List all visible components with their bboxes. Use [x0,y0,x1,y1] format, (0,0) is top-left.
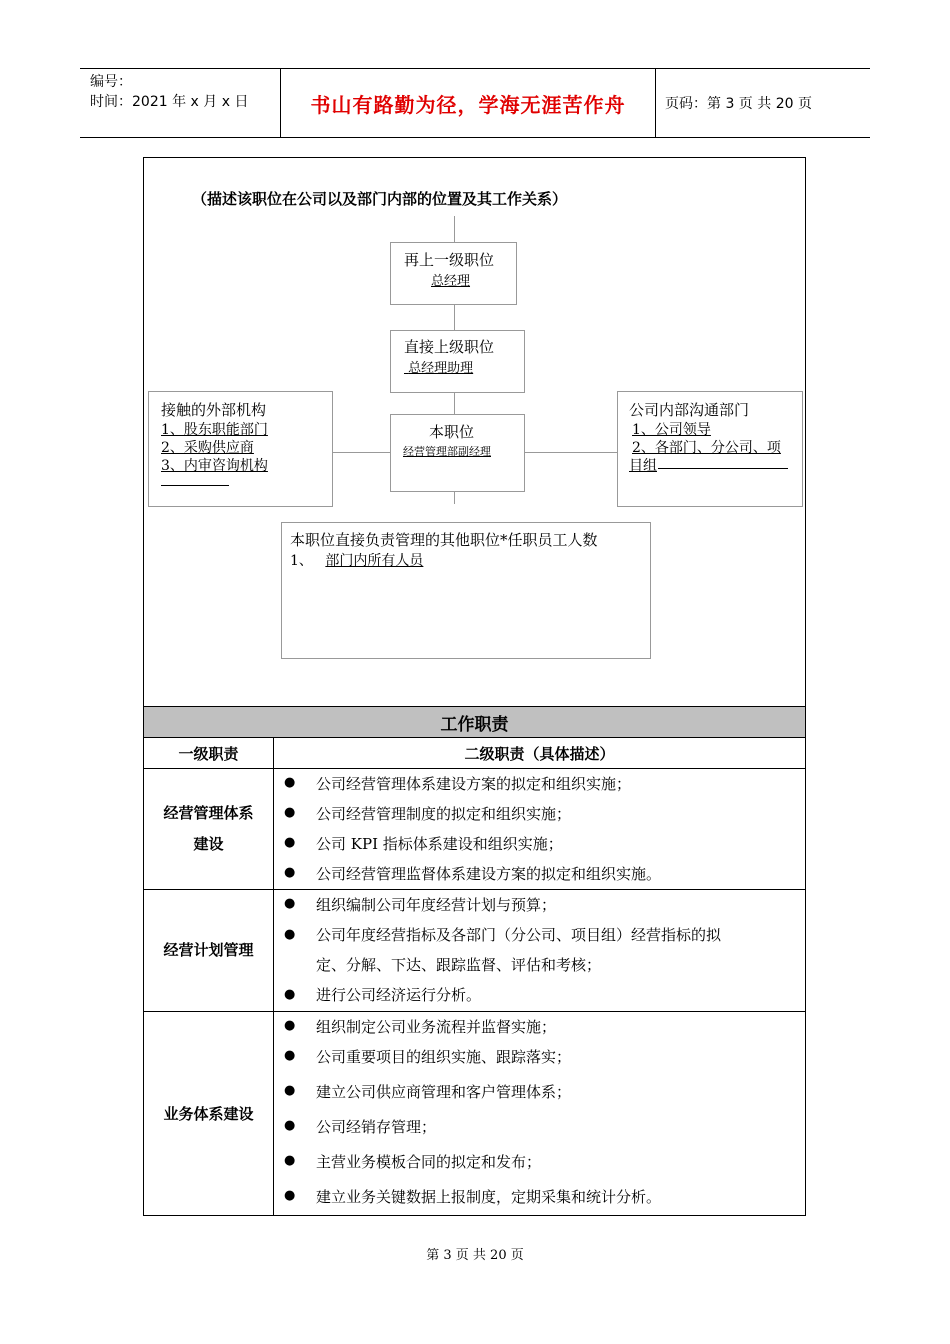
org-direct-name-text: 总经理助理 [408,361,474,376]
header-page-cell [655,69,870,137]
bullet-icon: ● [284,1048,296,1063]
duty-item: 公司经营管理体系建设方案的拟定和组织实施； [316,775,632,793]
org-box-this-position [390,414,525,492]
duty-item: 主营业务模板合同的拟定和发布； [316,1153,542,1171]
org-internal-item: 目组 [629,458,657,474]
duties-title: 工作职责 [144,706,805,738]
org-subordinates-title: 本职位直接负责管理的其他职位*任职员工人数 [290,531,598,549]
org-external-title: 接触的外部机构 [161,401,267,419]
org-box-subordinates [281,522,651,659]
duty-item: 组织制定公司业务流程并监督实施； [316,1018,557,1036]
org-internal-underline [658,468,788,469]
bullet-icon: ● [284,987,296,1002]
bullet-icon: ● [284,775,296,790]
duty-item: 公司 KPI 指标体系建设和组织实施； [316,835,563,853]
duty-item: 建立业务关键数据上报制度，定期采集和统计分析。 [316,1188,662,1206]
duty-item: 定、分解、下达、跟踪监督、评估和考核； [316,956,602,974]
org-external-item: 3、内审咨询机构 [161,458,268,474]
org-box-direct-superior [390,330,525,393]
org-internal-title: 公司内部沟通部门 [629,401,750,419]
org-top-title: 再上一级职位 [404,251,495,269]
org-subordinates-prefix: 1、 [290,553,313,569]
duties-col1-header: 一级职责 [144,738,274,769]
duties-row [144,890,805,1012]
bullet-icon: ● [284,896,296,911]
page-header [80,68,870,138]
job-description-frame [143,157,806,1216]
bullet-icon: ● [284,1118,296,1133]
document-date: 时间：2021 年 x 月 x 日 [90,94,249,110]
bullet-icon: ● [284,927,296,942]
org-self-name: 经营管理部副经理 [403,445,491,458]
duty-item: 组织编制公司年度经营计划与预算； [316,896,557,914]
duty-item: 建立公司供应商管理和客户管理体系； [316,1083,572,1101]
header-meta [80,69,280,137]
org-subordinates-text: 部门内所有人员 [325,553,424,569]
org-external-item: 2、采购供应商 [161,440,254,456]
duty-item: 公司经销存管理； [316,1118,437,1136]
org-external-blank-line [161,485,229,486]
page-info: 页码：第 3 页 共 20 页 [665,96,812,112]
org-subordinates-item [290,550,423,570]
document-number: 编号： [90,74,132,90]
duty-item: 公司年度经营指标及各部门（分公司、项目组）经营指标的拟 [316,926,722,944]
org-external-item: 1、股东职能部门 [161,422,268,438]
org-direct-title: 直接上级职位 [404,338,495,356]
header-motto-cell [280,69,656,137]
org-direct-name [404,357,473,376]
duties-col2-header: 二级职责（具体描述） [274,738,805,769]
org-internal-item: 2、各部门、分公司、项 [632,440,781,456]
duty-label-line: 建设 [193,835,224,853]
org-internal-item: 1、公司领导 [632,422,711,438]
org-top-name: 总经理 [431,274,471,289]
duty-level1-label: 业务体系建设 [144,1012,274,1216]
motto: 书山有路勤为径，学海无涯苦作舟 [310,92,626,117]
org-box-top-position [390,242,517,305]
org-description: （描述该职位在公司以及部门内部的位置及其工作关系） [192,190,568,208]
org-self-title: 本职位 [429,423,475,441]
duty-item: 公司重要项目的组织实施、跟踪落实； [316,1048,572,1066]
duty-level1-label: 经营计划管理 [144,890,274,1011]
duties-row [144,769,805,890]
duty-item: 公司经营管理监督体系建设方案的拟定和组织实施。 [316,865,662,883]
duties-row [144,1012,805,1216]
page-footer: 第 3 页 共 20 页 [426,1248,524,1263]
bullet-icon: ● [284,865,296,880]
duty-level1-label [144,769,274,889]
org-box-internal [617,391,803,507]
duty-item: 进行公司经济运行分析。 [316,986,482,1004]
org-box-external [148,391,333,507]
bullet-icon: ● [284,835,296,850]
bullet-icon: ● [284,1188,296,1203]
duty-item: 公司经营管理制度的拟定和组织实施； [316,805,572,823]
bullet-icon: ● [284,1018,296,1033]
bullet-icon: ● [284,1083,296,1098]
duty-label-line: 经营管理体系 [163,804,254,822]
bullet-icon: ● [284,1153,296,1168]
bullet-icon: ● [284,805,296,820]
